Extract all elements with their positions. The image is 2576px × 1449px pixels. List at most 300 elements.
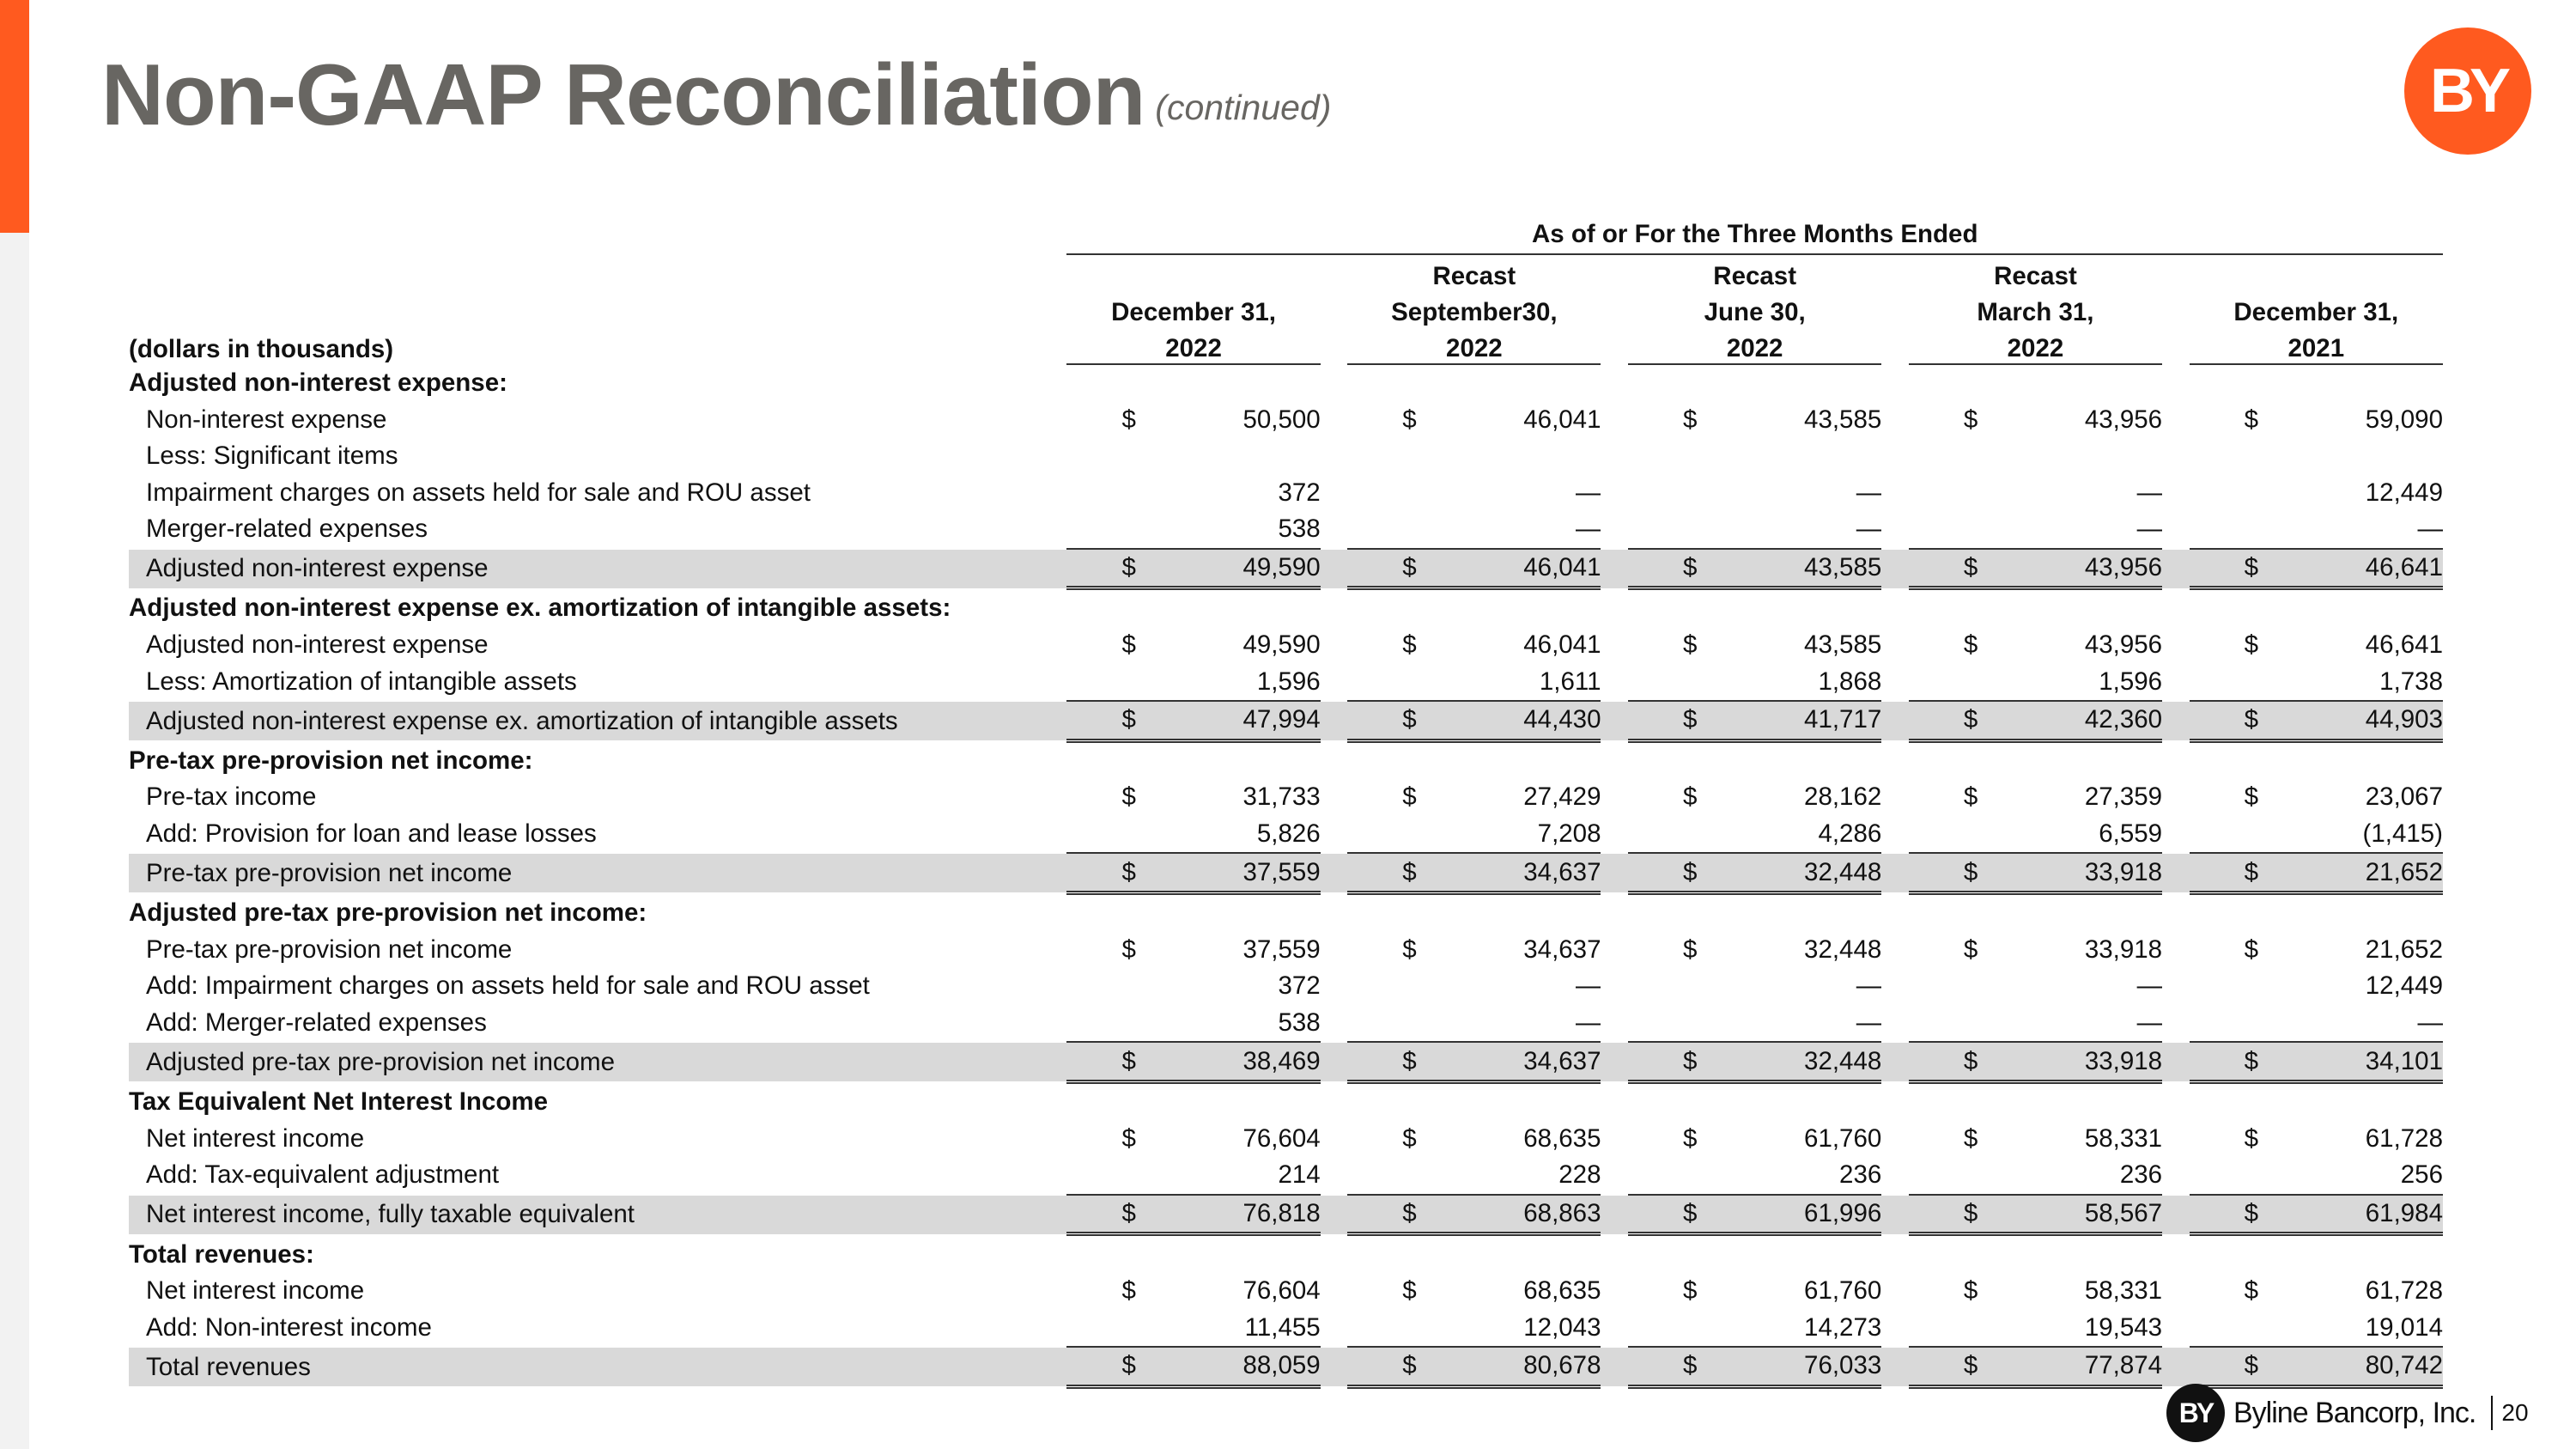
value-cell: 6,559 (2031, 816, 2162, 854)
total-row (129, 701, 2443, 740)
value-cell: 68,635 (1523, 1123, 1601, 1153)
currency-symbol (1347, 1005, 1470, 1043)
column-header: March 31, (1977, 297, 2094, 326)
table-row (129, 627, 2443, 664)
gap-cell (1601, 701, 1628, 740)
currency-symbol: $ (1121, 405, 1136, 434)
currency-symbol: $ (2190, 1347, 2312, 1386)
gap-cell (2162, 474, 2190, 511)
spacer-cell (129, 254, 1066, 291)
column-header: September30, (1391, 297, 1558, 326)
row-label: Adjusted non-interest expense (146, 630, 489, 660)
table-row (129, 663, 2443, 701)
column-header: Recast (1713, 261, 1797, 290)
value-cell: 256 (2312, 1157, 2443, 1195)
currency-symbol (2190, 1005, 2312, 1043)
currency-symbol: $ (1628, 853, 1751, 892)
row-label: Add: Impairment charges on assets held for sale and ROU asset (146, 971, 870, 1001)
currency-symbol (1628, 816, 1751, 854)
gap-cell (1881, 1157, 1909, 1195)
gap-cell (2162, 816, 2190, 854)
gap-cell (1881, 1195, 1909, 1234)
gap-cell (1601, 1195, 1628, 1234)
currency-symbol: $ (1066, 701, 1189, 740)
value-cell: 19,014 (2312, 1309, 2443, 1347)
currency-symbol (1347, 511, 1470, 549)
table-row (129, 1157, 2443, 1195)
value-cell: 76,604 (1242, 1123, 1321, 1153)
section-heading: Adjusted non-interest expense ex. amortization of intangible assets: (129, 594, 951, 623)
value-cell: 33,918 (2084, 935, 2163, 964)
currency-symbol (1909, 438, 2032, 475)
gap-cell (1321, 1309, 1348, 1347)
value-cell: 37,559 (1189, 853, 1321, 892)
total-row (129, 853, 2443, 892)
value-cell: 12,449 (2365, 971, 2443, 1001)
gap-cell (2162, 291, 2190, 327)
currency-symbol (2190, 511, 2312, 549)
value-cell: — (1470, 1005, 1601, 1043)
value-cell: 44,903 (2312, 701, 2443, 740)
row-label: Net interest income (146, 1123, 365, 1153)
gap-cell (1601, 1120, 1628, 1157)
currency-symbol: $ (1121, 1123, 1136, 1153)
accent-bar (0, 0, 29, 233)
title-text: Non-GAAP Reconciliation (101, 47, 1145, 143)
currency-symbol: $ (1963, 630, 1978, 660)
value-cell: 34,637 (1523, 935, 1601, 964)
gap-cell (1321, 663, 1348, 701)
currency-symbol: $ (2190, 853, 2312, 892)
gap-cell (1321, 438, 1348, 475)
value-cell: 34,637 (1470, 1042, 1601, 1081)
page-number: 20 (2501, 1399, 2529, 1426)
table-row (129, 1309, 2443, 1347)
gap-cell (1321, 474, 1348, 511)
value-cell: 76,604 (1242, 1276, 1321, 1306)
currency-symbol (1066, 663, 1189, 701)
table-row (129, 779, 2443, 816)
gap-cell (1881, 701, 1909, 740)
value-cell: 23,067 (2365, 782, 2443, 812)
footer-company-name: Byline Bancorp, Inc. (2233, 1396, 2476, 1429)
currency-symbol (2190, 816, 2312, 854)
section-heading: Adjusted non-interest expense: (129, 368, 507, 397)
gap-cell (1881, 816, 1909, 854)
currency-symbol: $ (1347, 1042, 1470, 1081)
value-cell: 236 (1751, 1157, 1882, 1195)
currency-symbol: $ (1066, 1195, 1189, 1234)
gap-cell (2162, 1042, 2190, 1081)
currency-symbol (1628, 438, 1751, 475)
column-header: 2021 (2190, 327, 2443, 364)
gap-cell (2162, 1195, 2190, 1234)
currency-symbol: $ (1683, 935, 1698, 964)
gap-cell (1601, 853, 1628, 892)
column-header: December 31, (1111, 297, 1276, 326)
gap-cell (1881, 401, 1909, 438)
value-cell: 12,043 (1470, 1309, 1601, 1347)
column-header: Recast (1994, 261, 2077, 290)
value-cell: — (1575, 971, 1601, 1001)
currency-symbol: $ (1628, 549, 1751, 588)
total-label: Total revenues (129, 1347, 1066, 1386)
gap-cell (1881, 627, 1909, 664)
currency-symbol: $ (2190, 1042, 2312, 1081)
title-subtitle: (continued) (1155, 88, 1332, 127)
currency-symbol (1066, 816, 1189, 854)
currency-symbol: $ (1628, 1195, 1751, 1234)
value-cell: 76,818 (1189, 1195, 1321, 1234)
value-cell: 43,956 (2031, 549, 2162, 588)
value-cell: — (2312, 1005, 2443, 1043)
gap-cell (2162, 327, 2190, 364)
column-header-row (129, 291, 2443, 327)
gap-cell (1601, 1273, 1628, 1310)
value-cell: 43,956 (2084, 630, 2163, 660)
gap-cell (2162, 1005, 2190, 1043)
total-row (129, 549, 2443, 588)
gap-cell (1601, 968, 1628, 1005)
currency-symbol (1347, 438, 1470, 475)
currency-symbol: $ (1909, 1347, 2032, 1386)
gap-cell (1601, 327, 1628, 364)
period-heading: As of or For the Three Months Ended (1066, 216, 2443, 254)
side-strip (0, 233, 29, 1449)
value-cell: 77,874 (2031, 1347, 2162, 1386)
value-cell: 1,596 (2031, 663, 2162, 701)
column-header: Recast (1432, 261, 1516, 290)
table-row (129, 1120, 2443, 1157)
gap-cell (1321, 1195, 1348, 1234)
currency-symbol (1628, 1005, 1751, 1043)
value-cell: 61,984 (2312, 1195, 2443, 1234)
total-label: Adjusted non-interest expense ex. amortization of intangible assets (129, 701, 1066, 740)
value-cell: 34,637 (1470, 853, 1601, 892)
gap-cell (2162, 1120, 2190, 1157)
currency-symbol (1909, 474, 2032, 511)
value-cell (1189, 438, 1321, 475)
gap-cell (1321, 549, 1348, 588)
value-cell: 236 (2031, 1157, 2162, 1195)
currency-symbol (2190, 663, 2312, 701)
gap-cell (1881, 1347, 1909, 1386)
value-cell: 68,863 (1470, 1195, 1601, 1234)
section-heading-row (129, 588, 2443, 627)
value-cell: 38,469 (1189, 1042, 1321, 1081)
gap-cell (2162, 438, 2190, 475)
section-heading-row (129, 1081, 2443, 1120)
value-cell: — (2031, 511, 2162, 549)
currency-symbol (1628, 1309, 1751, 1347)
gap-cell (1601, 932, 1628, 969)
table-row (129, 438, 2443, 475)
table-row (129, 932, 2443, 969)
value-cell: 61,728 (2365, 1123, 2443, 1153)
value-cell: 76,033 (1751, 1347, 1882, 1386)
gap-cell (1601, 663, 1628, 701)
value-cell: 43,585 (1804, 630, 1882, 660)
table-row (129, 968, 2443, 1005)
gap-cell (1321, 1042, 1348, 1081)
currency-symbol (1066, 511, 1189, 549)
currency-symbol (1347, 968, 1470, 1005)
gap-cell (1321, 1157, 1348, 1195)
value-cell: 58,567 (2031, 1195, 2162, 1234)
currency-symbol: $ (1402, 630, 1417, 660)
gap-cell (1881, 327, 1909, 364)
gap-cell (1601, 779, 1628, 816)
currency-symbol (1909, 816, 2032, 854)
value-cell: 19,543 (2031, 1309, 2162, 1347)
gap-cell (1881, 291, 1909, 327)
section-heading: Total revenues: (129, 1239, 314, 1269)
value-cell: 59,090 (2365, 405, 2443, 434)
currency-symbol: $ (2244, 630, 2259, 660)
value-cell: 33,918 (2031, 853, 2162, 892)
currency-symbol (1628, 968, 1751, 1005)
row-label: Add: Merger-related expenses (146, 1008, 487, 1038)
currency-symbol: $ (2190, 549, 2312, 588)
gap-cell (1601, 438, 1628, 475)
row-label: Impairment charges on assets held for sale and ROU asset (146, 478, 811, 507)
gap-cell (1881, 1309, 1909, 1347)
section-heading-row (129, 892, 2443, 931)
value-cell: 1,738 (2312, 663, 2443, 701)
currency-symbol: $ (1066, 549, 1189, 588)
gap-cell (2162, 779, 2190, 816)
value-cell: 27,359 (2084, 782, 2163, 812)
currency-symbol: $ (1628, 1042, 1751, 1081)
value-cell: — (1751, 511, 1882, 549)
column-header: 2022 (1628, 327, 1881, 364)
gap-cell (2162, 1273, 2190, 1310)
column-header: 2022 (1909, 327, 2162, 364)
value-cell: 538 (1189, 1005, 1321, 1043)
currency-symbol (1066, 474, 1189, 511)
currency-symbol (1909, 968, 2032, 1005)
currency-symbol (1066, 1309, 1189, 1347)
currency-symbol: $ (1909, 1195, 2032, 1234)
value-cell: 228 (1470, 1157, 1601, 1195)
gap-cell (1881, 779, 1909, 816)
currency-symbol: $ (1963, 935, 1978, 964)
currency-symbol: $ (1402, 1276, 1417, 1306)
currency-symbol: $ (1683, 1123, 1698, 1153)
gap-cell (1601, 254, 1628, 291)
table-row (129, 511, 2443, 549)
gap-cell (1601, 474, 1628, 511)
gap-cell (2162, 1157, 2190, 1195)
currency-symbol: $ (1402, 935, 1417, 964)
reconciliation-table (129, 216, 2443, 1389)
gap-cell (1321, 779, 1348, 816)
total-label: Adjusted pre-tax pre-provision net income (129, 1042, 1066, 1081)
gap-cell (1321, 254, 1348, 291)
value-cell: 5,826 (1189, 816, 1321, 854)
footer-logo-text: BY (2178, 1397, 2213, 1428)
gap-cell (1601, 816, 1628, 854)
currency-symbol (1628, 511, 1751, 549)
column-header-row (129, 327, 2443, 364)
section-heading-row (129, 740, 2443, 779)
gap-cell (1881, 663, 1909, 701)
section-heading: Tax Equivalent Net Interest Income (129, 1087, 548, 1117)
page-title (101, 48, 1331, 143)
currency-symbol (1066, 968, 1189, 1005)
currency-symbol: $ (1066, 1347, 1189, 1386)
gap-cell (1321, 327, 1348, 364)
currency-symbol (1909, 1157, 2032, 1195)
currency-symbol: $ (1683, 630, 1698, 660)
value-cell: 32,448 (1751, 1042, 1882, 1081)
column-header (2190, 254, 2443, 291)
gap-cell (1321, 627, 1348, 664)
value-cell: 27,429 (1523, 782, 1601, 812)
value-cell (1751, 438, 1882, 475)
value-cell: 46,041 (1523, 630, 1601, 660)
currency-symbol: $ (1121, 1276, 1136, 1306)
table-row (129, 1005, 2443, 1043)
value-cell (2031, 438, 2162, 475)
value-cell: 80,742 (2312, 1347, 2443, 1386)
footer (2166, 1380, 2529, 1446)
row-label: Less: Significant items (146, 441, 398, 471)
currency-symbol: $ (2244, 935, 2259, 964)
value-cell: 61,760 (1804, 1123, 1882, 1153)
row-label: Merger-related expenses (146, 514, 428, 544)
table-row (129, 1273, 2443, 1310)
value-cell: 49,590 (1242, 630, 1321, 660)
gap-cell (1321, 932, 1348, 969)
gap-cell (1321, 1347, 1348, 1386)
value-cell: (1,415) (2312, 816, 2443, 854)
currency-symbol: $ (2244, 1276, 2259, 1306)
value-cell: — (1751, 1005, 1882, 1043)
currency-symbol: $ (1909, 549, 2032, 588)
units-label: (dollars in thousands) (129, 334, 394, 363)
currency-symbol: $ (1963, 1276, 1978, 1306)
section-heading: Adjusted pre-tax pre-provision net income: (129, 898, 647, 928)
gap-cell (1321, 1005, 1348, 1043)
currency-symbol: $ (1347, 1347, 1470, 1386)
gap-cell (1881, 474, 1909, 511)
currency-symbol: $ (1347, 549, 1470, 588)
total-row (129, 1347, 2443, 1386)
currency-symbol (1347, 816, 1470, 854)
currency-symbol (1347, 1309, 1470, 1347)
table-row (129, 816, 2443, 854)
gap-cell (1881, 1273, 1909, 1310)
value-cell: — (2136, 478, 2163, 507)
gap-cell (1881, 932, 1909, 969)
value-cell: 33,918 (2031, 1042, 2162, 1081)
gap-cell (1601, 511, 1628, 549)
gap-cell (1321, 511, 1348, 549)
currency-symbol: $ (1402, 1123, 1417, 1153)
value-cell: 43,585 (1751, 549, 1882, 588)
currency-symbol: $ (2190, 1195, 2312, 1234)
value-cell: 46,041 (1470, 549, 1601, 588)
currency-symbol: $ (1909, 1042, 2032, 1081)
column-header: December 31, (2233, 297, 2399, 326)
value-cell: — (1856, 478, 1882, 507)
value-cell: 49,590 (1189, 549, 1321, 588)
value-cell: 58,331 (2084, 1123, 2163, 1153)
currency-symbol: $ (1347, 853, 1470, 892)
row-label: Non-interest expense (146, 405, 387, 434)
value-cell: 61,996 (1751, 1195, 1882, 1234)
gap-cell (1321, 291, 1348, 327)
gap-cell (1321, 1120, 1348, 1157)
gap-cell (2162, 701, 2190, 740)
gap-cell (1881, 968, 1909, 1005)
value-cell: 538 (1189, 511, 1321, 549)
value-cell: 58,331 (2084, 1276, 2163, 1306)
currency-symbol (2190, 474, 2312, 511)
currency-symbol: $ (1683, 782, 1698, 812)
value-cell: 46,041 (1523, 405, 1601, 434)
gap-cell (1881, 853, 1909, 892)
currency-symbol (1066, 1005, 1189, 1043)
value-cell: 32,448 (1751, 853, 1882, 892)
gap-cell (1321, 968, 1348, 1005)
value-cell: 44,430 (1470, 701, 1601, 740)
currency-symbol: $ (2244, 1123, 2259, 1153)
currency-symbol: $ (1909, 853, 2032, 892)
value-cell: 372 (1278, 478, 1321, 507)
currency-symbol: $ (1347, 701, 1470, 740)
gap-cell (2162, 627, 2190, 664)
currency-symbol: $ (1121, 630, 1136, 660)
gap-cell (2162, 401, 2190, 438)
value-cell: 372 (1278, 971, 1321, 1001)
value-cell: 7,208 (1470, 816, 1601, 854)
value-cell: 43,956 (2084, 405, 2163, 434)
column-header: 2022 (1347, 327, 1601, 364)
value-cell: 47,994 (1189, 701, 1321, 740)
value-cell: 28,162 (1804, 782, 1882, 812)
gap-cell (2162, 1309, 2190, 1347)
currency-symbol: $ (1066, 853, 1189, 892)
gap-cell (1321, 701, 1348, 740)
column-header (1066, 254, 1320, 291)
value-cell: 34,101 (2312, 1042, 2443, 1081)
value-cell: — (2136, 971, 2163, 1001)
footer-logo-icon (2166, 1384, 2225, 1442)
gap-cell (1601, 1347, 1628, 1386)
byline-logo (2404, 27, 2531, 155)
section-heading-row (129, 364, 2443, 402)
row-label: Add: Tax-equivalent adjustment (146, 1160, 500, 1190)
currency-symbol (2190, 1309, 2312, 1347)
gap-cell (1881, 438, 1909, 475)
gap-cell (1881, 511, 1909, 549)
currency-symbol: $ (1121, 935, 1136, 964)
currency-symbol: $ (1683, 405, 1698, 434)
gap-cell (1601, 549, 1628, 588)
gap-cell (1601, 1042, 1628, 1081)
gap-cell (1881, 254, 1909, 291)
table-row (129, 401, 2443, 438)
value-cell: — (1470, 511, 1601, 549)
value-cell: 43,585 (1804, 405, 1882, 434)
currency-symbol: $ (1963, 1123, 1978, 1153)
value-cell: 68,635 (1523, 1276, 1601, 1306)
gap-cell (1321, 853, 1348, 892)
spacer-cell (129, 216, 1066, 254)
byline-logo-icon: BY (2429, 57, 2506, 125)
